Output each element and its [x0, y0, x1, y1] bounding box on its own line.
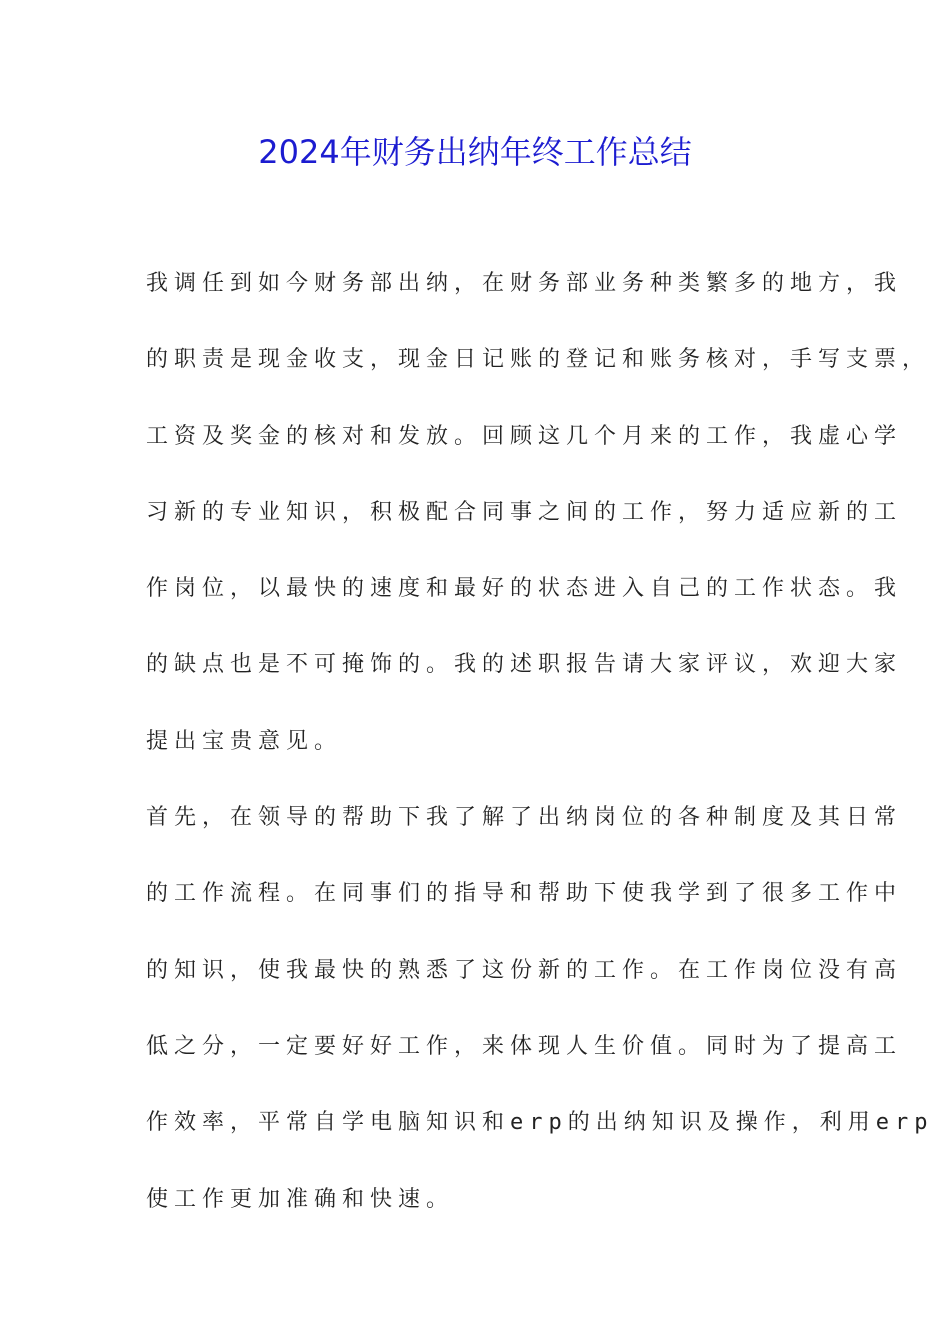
text-line: 的缺点也是不可掩饰的。我的述职报告请大家评议，欢迎大家	[146, 652, 903, 678]
text-line: 的职责是现金收支，现金日记账的登记和账务核对，手写支票，	[146, 347, 931, 373]
text-line: 作效率，平常自学电脑知识和erp的出纳知识及操作，利用erp	[146, 1110, 934, 1136]
text-line: 的知识，使我最快的熟悉了这份新的工作。在工作岗位没有高	[146, 957, 903, 983]
text-line: 的工作流程。在同事们的指导和帮助下使我学到了很多工作中	[146, 881, 903, 907]
text-line: 我调任到如今财务部出纳，在财务部业务种类繁多的地方，我	[146, 271, 903, 296]
text-line: 提出宝贵意见。	[146, 728, 343, 754]
text-line: 首先，在领导的帮助下我了解了出纳岗位的各种制度及其日常	[146, 805, 903, 831]
text-line: 工资及奖金的核对和发放。回顾这几个月来的工作，我虚心学	[146, 423, 903, 449]
document-title: 2024年财务出纳年终工作总结	[258, 133, 692, 171]
text-line: 低之分，一定要好好工作，来体现人生价值。同时为了提高工	[146, 1033, 903, 1059]
text-line: 作岗位，以最快的速度和最好的状态进入自己的工作状态。我	[146, 576, 903, 602]
document-body	[146, 265, 934, 1257]
text-line: 使工作更加准确和快速。	[146, 1186, 455, 1212]
text-line: 习新的专业知识，积极配合同事之间的工作，努力适应新的工	[146, 499, 903, 525]
